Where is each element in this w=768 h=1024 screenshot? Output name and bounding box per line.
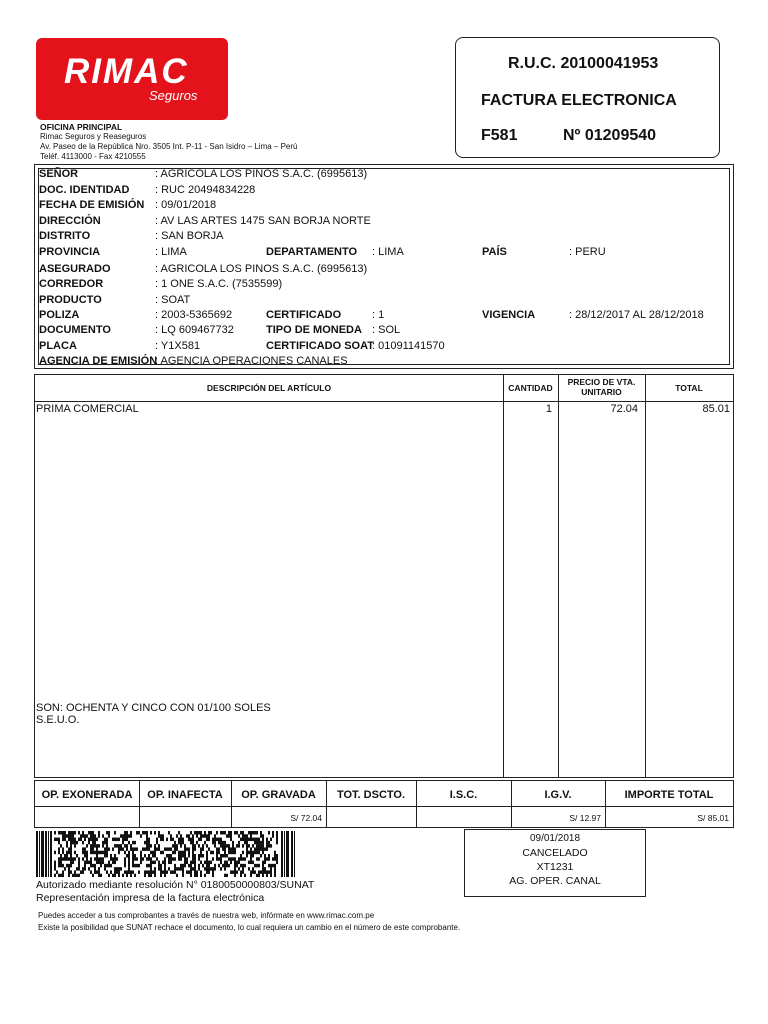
office-line: Rimac Seguros y Reaseguros: [40, 132, 147, 141]
value-placa: : Y1X581: [155, 340, 201, 352]
value-fecha-emision: : 09/01/2018: [155, 199, 217, 211]
header-importe-total: IMPORTE TOTAL: [624, 789, 714, 801]
label-producto: PRODUCTO: [39, 294, 102, 306]
label-vigencia: VIGENCIA: [482, 309, 536, 321]
label-poliza: POLIZA: [39, 309, 80, 321]
seuo-note: S.E.U.O.: [36, 714, 80, 726]
items-table: [34, 374, 734, 778]
value-tipo-moneda: : SOL: [372, 324, 401, 336]
stamp-status: CANCELADO: [522, 847, 588, 859]
column-divider: [326, 781, 327, 827]
header-op-exonerada: OP. EXONERADA: [41, 789, 133, 801]
rimac-logo: [36, 38, 228, 120]
header-isc: I.S.C.: [449, 789, 478, 801]
label-corredor: CORREDOR: [39, 278, 104, 290]
column-divider: [558, 375, 559, 777]
ruc-box: [455, 37, 720, 158]
value-certificado-soat: : 01091141570: [372, 340, 445, 352]
office-title: OFICINA PRINCIPAL: [40, 122, 123, 132]
label-certificado-soat: CERTIFICADO SOAT: [266, 340, 374, 352]
value-departamento: : LIMA: [372, 246, 404, 258]
header-cantidad: CANTIDAD: [508, 383, 553, 393]
label-doc-identidad: DOC. IDENTIDAD: [39, 184, 130, 196]
column-divider: [503, 375, 504, 777]
value-poliza: : 2003-5365692: [155, 309, 233, 321]
label-departamento: DEPARTAMENTO: [266, 246, 358, 258]
label-provincia: PROVINCIA: [39, 246, 101, 258]
logo-subtitle: Seguros: [149, 88, 198, 103]
authorization-note: [36, 879, 314, 905]
stamp-code: XT1231: [536, 861, 574, 873]
value-agencia-emision: : AGENCIA OPERACIONES CANALES: [155, 355, 348, 367]
value-documento: : LQ 609467732: [155, 324, 234, 336]
column-divider: [416, 781, 417, 827]
value-importe-total: S/ 85.01: [697, 813, 729, 823]
value-asegurado: : AGRICOLA LOS PINOS S.A.C. (6995613): [155, 263, 368, 275]
label-pais: PAÍS: [482, 246, 507, 258]
stamp-channel: AG. OPER. CANAL: [509, 875, 601, 887]
item-quantity: 1: [545, 403, 552, 415]
ruc-number: R.U.C. 20100041953: [508, 55, 659, 72]
stamp-date: 09/01/2018: [529, 833, 581, 844]
label-fecha-emision: FECHA DE EMISIÓN: [39, 199, 145, 211]
header-op-inafecta: OP. INAFECTA: [147, 789, 223, 801]
value-corredor: : 1 ONE S.A.C. (7535599): [155, 278, 283, 290]
invoice-series: F581: [481, 127, 518, 144]
item-unit-price: 72.04: [610, 403, 638, 415]
header-tot-dscto: TOT. DSCTO.: [336, 789, 406, 801]
header-descripcion: DESCRIPCIÓN DEL ARTÍCULO: [206, 383, 332, 393]
barcode-icon: [36, 831, 296, 877]
value-senor: : AGRICOLA LOS PINOS S.A.C. (6995613): [155, 168, 368, 180]
representation-line: Representación impresa de la factura electrónica: [36, 892, 265, 904]
logo-wordmark: RIMAC: [64, 52, 189, 91]
invoice-number: Nº 01209540: [563, 127, 657, 144]
document-type: FACTURA ELECTRONICA: [481, 92, 677, 109]
label-tipo-moneda: TIPO DE MONEDA: [266, 324, 362, 336]
value-distrito: : SAN BORJA: [155, 230, 224, 242]
office-info: [40, 122, 297, 162]
amount-in-words: SON: OCHENTA Y CINCO CON 01/100 SOLES: [36, 702, 271, 714]
label-documento: DOCUMENTO: [39, 324, 111, 336]
label-distrito: DISTRITO: [39, 230, 91, 242]
payment-stamp: [464, 829, 646, 897]
value-igv: S/ 12.97: [569, 813, 601, 823]
label-certificado: CERTIFICADO: [266, 309, 342, 321]
value-pais: : PERU: [569, 246, 606, 258]
totals-table: [34, 780, 734, 828]
value-provincia: : LIMA: [155, 246, 187, 258]
office-line: Teléf. 4113000 - Fax 4210555: [40, 152, 146, 161]
header-divider: [35, 401, 733, 402]
label-asegurado: ASEGURADO: [39, 263, 111, 275]
label-senor: SEÑOR: [39, 168, 79, 180]
authorization-line: Autorizado mediante resolución N° 0180050000803/SUNAT: [36, 879, 315, 891]
label-direccion: DIRECCIÓN: [39, 215, 101, 227]
item-description: PRIMA COMERCIAL: [36, 403, 139, 415]
footer-line: Puedes acceder a tus comprobantes a través de nuestra web, infórmate en www.rimac.com.pe: [38, 911, 375, 920]
value-certificado: : 1: [372, 309, 385, 321]
label-agencia-emision: AGENCIA DE EMISIÓN: [39, 355, 158, 367]
header-precio-unitario: PRECIO DE VTA. UNITARIO: [567, 377, 636, 397]
item-total: 85.01: [702, 403, 730, 415]
header-igv: I.G.V.: [544, 789, 572, 801]
office-line: Av. Paseo de la República Nro. 3505 Int. P-11 - San Isidro – Lima – Perú: [40, 142, 298, 151]
header-op-gravada: OP. GRAVADA: [241, 789, 316, 801]
value-vigencia: : 28/12/2017 AL 28/12/2018: [569, 309, 704, 321]
header-total: TOTAL: [675, 383, 703, 393]
footer-note: [38, 910, 460, 934]
column-divider: [645, 375, 646, 777]
label-placa: PLACA: [39, 340, 77, 352]
column-divider: [139, 781, 140, 827]
footer-line: Existe la posibilidad que SUNAT rechace el documento, lo cual requiera un cambio en el número de este comprobante.: [38, 923, 461, 932]
value-producto: : SOAT: [155, 294, 191, 306]
customer-info-box: [34, 164, 734, 369]
value-op-gravada: S/ 72.04: [290, 813, 322, 823]
value-doc-identidad: : RUC 20494834228: [155, 184, 256, 196]
value-direccion: : AV LAS ARTES 1475 SAN BORJA NORTE: [155, 215, 371, 227]
